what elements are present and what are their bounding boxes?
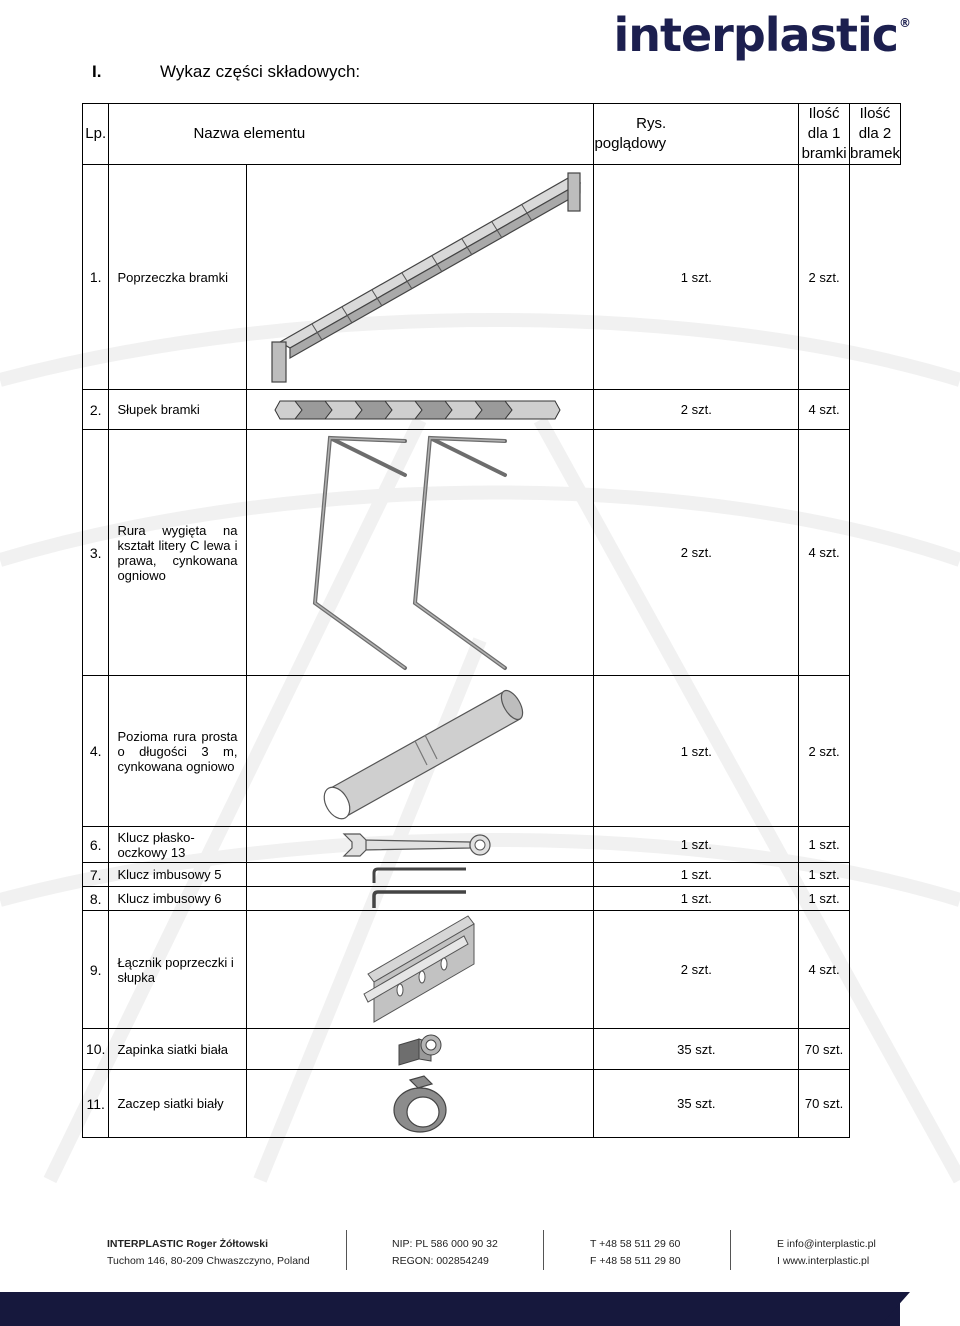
- footer-email: E info@interplastic.pl: [777, 1238, 876, 1250]
- table-row: 8. Klucz imbusowy 6 1 szt. 1 szt.: [83, 887, 901, 911]
- header-qty2: Ilość dla 2 bramek: [849, 104, 900, 165]
- c-tube-drawing-icon: [310, 433, 530, 673]
- parts-table: [82, 103, 901, 1138]
- table-header-row: [83, 104, 901, 165]
- footer-fax: F +48 58 511 29 80: [590, 1255, 681, 1267]
- footer-divider: [730, 1230, 731, 1270]
- table-row: 4. Pozioma rura prosta o długości 3 m, cynkowana ogniowo 1 szt. 2 szt.: [83, 676, 901, 827]
- footer-company: INTERPLASTIC Roger Żółtowski: [107, 1238, 269, 1250]
- footer-regon: REGON: 002854249: [392, 1255, 489, 1267]
- wrench-drawing-icon: [340, 830, 500, 860]
- table-row: 2. Słupek bramki 2 szt. 4 szt.: [83, 390, 901, 430]
- post-drawing-icon: [270, 395, 570, 425]
- footer-address: Tuchom 146, 80-209 Chwaszczyno, Poland: [107, 1255, 310, 1267]
- table-row: 7. Klucz imbusowy 5 1 szt. 1 szt.: [83, 863, 901, 887]
- table-row: 9. Łącznik poprzeczki i słupka 2 szt. 4 szt.: [83, 911, 901, 1029]
- net-clip-drawing-icon: [395, 1031, 445, 1067]
- footer-web: I www.interplastic.pl: [777, 1255, 870, 1267]
- table-row: 11. Zaczep siatki biały 35 szt. 70 szt.: [83, 1070, 901, 1138]
- footer-phone: T +48 58 511 29 60: [590, 1238, 681, 1250]
- straight-tube-drawing-icon: [315, 681, 525, 821]
- table-row: 1. Poprzeczka bramki 1 szt. 2 szt.: [83, 165, 901, 390]
- net-hook-drawing-icon: [390, 1072, 450, 1136]
- header-name: Nazwa elementu: [109, 104, 594, 165]
- footer-nip: NIP: PL 586 000 90 32: [392, 1238, 498, 1250]
- table-row: 3. Rura wygięta na kształt litery C lewa i prawa, cynkowana ogniowo 2 szt. 4 szt.: [83, 430, 901, 676]
- header-qty1: Ilość dla 1 bramki: [799, 104, 850, 165]
- footer-divider: [346, 1230, 347, 1270]
- footer-divider: [543, 1230, 544, 1270]
- section-number: I.: [92, 62, 102, 81]
- header-picture: Rys. poglądowy: [594, 104, 799, 165]
- hex-key-drawing-icon: [370, 865, 470, 885]
- connector-drawing-icon: [360, 914, 480, 1026]
- brand-logo: interplastic®: [613, 8, 910, 62]
- section-heading: [92, 62, 360, 82]
- footer-color-bar: [0, 1292, 900, 1326]
- table-row: 6. Klucz płasko-oczkowy 13 1 szt. 1 szt.: [83, 827, 901, 863]
- footer-color-bar-tail: [880, 1292, 910, 1326]
- table-row: 10. Zapinka siatki biała 35 szt. 70 szt.: [83, 1029, 901, 1070]
- page-footer: [0, 1228, 960, 1278]
- crossbar-drawing-icon: [250, 167, 590, 387]
- hex-key-drawing-icon: [370, 888, 470, 910]
- header-lp: Lp.: [83, 104, 109, 165]
- section-title: Wykaz części składowych:: [160, 62, 361, 81]
